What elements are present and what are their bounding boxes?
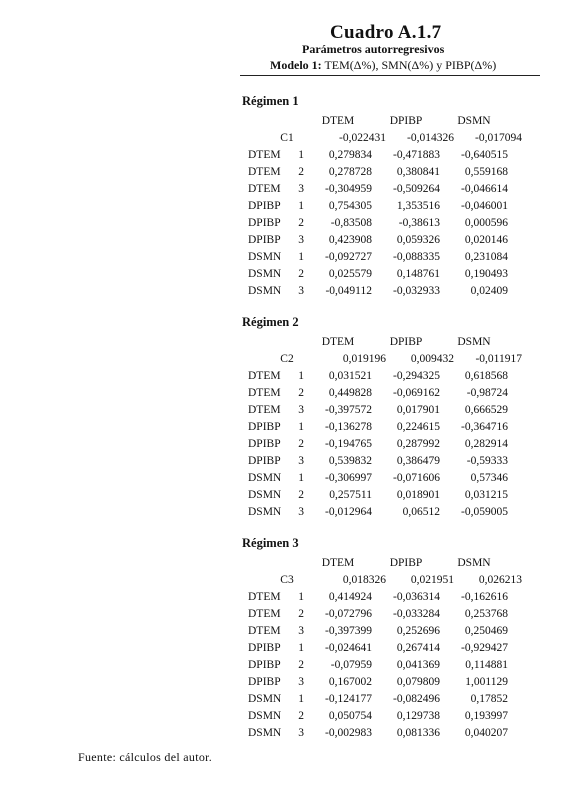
- table-row: [242, 180, 562, 197]
- table-cell: -0,194765: [325, 437, 372, 450]
- row-label: [242, 472, 304, 484]
- table-title: Cuadro A.1.7: [330, 22, 442, 43]
- row-label: C3: [280, 573, 294, 586]
- row-label-lag: 1: [298, 250, 304, 263]
- row-label: [242, 149, 304, 161]
- table-row: [242, 707, 562, 724]
- row-label: [242, 608, 304, 620]
- row-label-name: DPIBP: [248, 675, 281, 688]
- model-text: TEM(Δ%), SMN(Δ%) y PIBP(Δ%): [324, 58, 497, 72]
- row-label: [242, 676, 304, 688]
- table-cell: -0,036314: [393, 590, 440, 603]
- table-cell: 0,018326: [342, 573, 386, 586]
- row-label-lag: 1: [298, 692, 304, 705]
- table-cell: -0,088335: [393, 250, 440, 263]
- table-cell: -0,072796: [325, 607, 372, 620]
- row-label-lag: 1: [298, 420, 304, 433]
- column-header: DPIBP: [389, 556, 423, 569]
- table-row: [242, 146, 562, 163]
- row-label-name: DTEM: [248, 165, 281, 178]
- table-row: [242, 367, 562, 384]
- table-cell: -0,294325: [393, 369, 440, 382]
- table-cell: 0,026213: [478, 573, 522, 586]
- row-label-name: DTEM: [248, 607, 281, 620]
- row-label-name: DTEM: [248, 369, 281, 382]
- regime-title: Régimen 2: [242, 315, 299, 329]
- source-note: Fuente: cálculos del autor.: [78, 750, 213, 764]
- row-label: [242, 506, 304, 518]
- row-label-lag: 3: [298, 233, 304, 246]
- row-label: [242, 268, 304, 280]
- table-cell: 0,618568: [464, 369, 508, 382]
- table-row: [242, 673, 562, 690]
- table-cell: 0,017901: [396, 403, 440, 416]
- row-label: [242, 659, 304, 671]
- row-label-lag: 1: [298, 471, 304, 484]
- table-cell: -0,509264: [393, 182, 440, 195]
- row-label-lag: 1: [298, 148, 304, 161]
- table-cell: 0,167002: [328, 675, 372, 688]
- row-label-name: DTEM: [248, 386, 281, 399]
- row-label-lag: 2: [298, 165, 304, 178]
- row-label-name: DSMN: [248, 692, 282, 705]
- table-cell: 0,031521: [328, 369, 372, 382]
- row-label-name: DPIBP: [248, 658, 281, 671]
- table-cell: -0,046614: [461, 182, 508, 195]
- table-cell: -0,082496: [393, 692, 440, 705]
- table-row: [242, 384, 562, 401]
- table-cell: 0,278728: [328, 165, 372, 178]
- row-label-lag: 2: [298, 437, 304, 450]
- table-cell: 0,019196: [342, 352, 386, 365]
- table-cell: 0,079809: [396, 675, 440, 688]
- table-cell: 0,386479: [396, 454, 440, 467]
- table-cell: -0,069162: [393, 386, 440, 399]
- row-label-lag: 3: [298, 454, 304, 467]
- table-row: [242, 605, 562, 622]
- row-label-lag: 2: [298, 216, 304, 229]
- row-label-name: DPIBP: [248, 641, 281, 654]
- table-row: [242, 231, 562, 248]
- row-label: [242, 710, 304, 722]
- row-label-lag: 3: [298, 284, 304, 297]
- column-header: DSMN: [457, 114, 491, 127]
- table-cell: -0,640515: [461, 148, 508, 161]
- row-label: C1: [280, 131, 294, 144]
- table-cell: 0,539832: [328, 454, 372, 467]
- column-header: DTEM: [321, 114, 355, 127]
- table-cell: 0,02409: [470, 284, 508, 297]
- table-row: [242, 588, 562, 605]
- row-label-name: DSMN: [248, 505, 282, 518]
- row-label: [242, 370, 304, 382]
- row-label-lag: 1: [298, 641, 304, 654]
- table-cell: -0,471883: [393, 148, 440, 161]
- table-cell: -0,07959: [330, 658, 372, 671]
- table-cell: 0,57346: [470, 471, 508, 484]
- row-label: [242, 234, 304, 246]
- row-label-name: DTEM: [248, 624, 281, 637]
- table-row: [242, 163, 562, 180]
- table-cell: 0,414924: [328, 590, 372, 603]
- column-header: DPIBP: [389, 114, 423, 127]
- table-cell: 0,190493: [464, 267, 508, 280]
- constant-row: [242, 571, 562, 588]
- table-cell: 0,025579: [328, 267, 372, 280]
- row-label-lag: 2: [298, 267, 304, 280]
- row-label-name: DTEM: [248, 403, 281, 416]
- table-cell: -0,002983: [325, 726, 372, 739]
- table-cell: 0,041369: [396, 658, 440, 671]
- table-cell: 0,193997: [464, 709, 508, 722]
- table-cell: -0,059005: [461, 505, 508, 518]
- column-header: DPIBP: [389, 335, 423, 348]
- table-cell: 0,666529: [464, 403, 508, 416]
- row-label: [242, 591, 304, 603]
- table-cell: -0,136278: [325, 420, 372, 433]
- table-cell: -0,017094: [475, 131, 522, 144]
- table-cell: -0,046001: [461, 199, 508, 212]
- row-label-name: DPIBP: [248, 233, 281, 246]
- table-cell: -0,049112: [325, 284, 372, 297]
- table-row: [242, 452, 562, 469]
- row-label-lag: 2: [298, 658, 304, 671]
- model-label: Modelo 1:: [270, 58, 322, 72]
- table-cell: -0,364716: [461, 420, 508, 433]
- table-cell: 0,129738: [396, 709, 440, 722]
- table-cell: -0,98724: [466, 386, 508, 399]
- row-label-name: DTEM: [248, 148, 281, 161]
- row-label-lag: 3: [298, 675, 304, 688]
- table-cell: 0,754305: [328, 199, 372, 212]
- column-header-row: [242, 112, 562, 129]
- row-label-lag: 3: [298, 182, 304, 195]
- table-cell: 0,252696: [396, 624, 440, 637]
- row-label: [242, 489, 304, 501]
- row-label-name: DPIBP: [248, 199, 281, 212]
- row-label-name: DTEM: [248, 590, 281, 603]
- row-label-lag: 3: [298, 624, 304, 637]
- row-label-name: DPIBP: [248, 420, 281, 433]
- row-label: [242, 183, 304, 195]
- table-cell: 0,282914: [464, 437, 508, 450]
- row-label-name: DSMN: [248, 709, 282, 722]
- table-cell: 0,148761: [396, 267, 440, 280]
- row-label: [242, 404, 304, 416]
- table-cell: 0,559168: [464, 165, 508, 178]
- table-cell: 0,279834: [328, 148, 372, 161]
- table-row: [242, 197, 562, 214]
- table-cell: -0,071606: [393, 471, 440, 484]
- row-label-name: DPIBP: [248, 437, 281, 450]
- row-label-name: DSMN: [248, 250, 282, 263]
- row-label-lag: 3: [298, 726, 304, 739]
- row-label: [242, 387, 304, 399]
- table-cell: 0,059326: [396, 233, 440, 246]
- table-cell: -0,397399: [325, 624, 372, 637]
- regime-1-table: [242, 94, 562, 299]
- table-cell: 0,000596: [464, 216, 508, 229]
- constant-row: [242, 129, 562, 146]
- row-label: [242, 625, 304, 637]
- row-label: [242, 285, 304, 297]
- table-cell: 0,050754: [328, 709, 372, 722]
- row-label-name: DTEM: [248, 182, 281, 195]
- table-row: [242, 401, 562, 418]
- regime-title: Régimen 1: [242, 94, 299, 108]
- table-cell: -0,092727: [325, 250, 372, 263]
- table-cell: 0,250469: [464, 624, 508, 637]
- table-cell: 0,380841: [396, 165, 440, 178]
- row-label-lag: 3: [298, 505, 304, 518]
- table-cell: 0,031215: [464, 488, 508, 501]
- table-cell: 0,040207: [464, 726, 508, 739]
- table-cell: -0,397572: [325, 403, 372, 416]
- table-cell: 0,449828: [328, 386, 372, 399]
- table-cell: 0,253768: [464, 607, 508, 620]
- table-cell: 1,353516: [396, 199, 440, 212]
- row-label-name: DSMN: [248, 488, 282, 501]
- regime-2-table: [242, 315, 562, 520]
- table-cell: 0,06512: [402, 505, 440, 518]
- table-cell: -0,306997: [325, 471, 372, 484]
- table-subtitle: Parámetros autorregresivos: [302, 42, 445, 56]
- table-row: [242, 214, 562, 231]
- table-cell: 0,114881: [465, 658, 508, 671]
- table-cell: -0,012964: [325, 505, 372, 518]
- table-row: [242, 724, 562, 741]
- table-row: [242, 622, 562, 639]
- table-row: [242, 248, 562, 265]
- table-cell: 0,423908: [328, 233, 372, 246]
- row-label-name: DSMN: [248, 267, 282, 280]
- column-header-row: [242, 554, 562, 571]
- row-label-lag: 2: [298, 386, 304, 399]
- table-cell: 0,257511: [329, 488, 372, 501]
- column-header: DSMN: [457, 556, 491, 569]
- table-row: [242, 690, 562, 707]
- table-cell: -0,83508: [330, 216, 372, 229]
- row-label-name: DSMN: [248, 471, 282, 484]
- row-label: [242, 200, 304, 212]
- table-row: [242, 435, 562, 452]
- row-label: [242, 421, 304, 433]
- row-label: [242, 642, 304, 654]
- table-row: [242, 265, 562, 282]
- table-cell: -0,59333: [466, 454, 508, 467]
- table-cell: -0,304959: [325, 182, 372, 195]
- table-cell: -0,033284: [393, 607, 440, 620]
- table-cell: -0,929427: [461, 641, 508, 654]
- table-row: [242, 418, 562, 435]
- table-row: [242, 503, 562, 520]
- table-cell: 0,287992: [396, 437, 440, 450]
- table-cell: -0,38613: [398, 216, 440, 229]
- row-label: [242, 438, 304, 450]
- table-cell: -0,014326: [407, 131, 454, 144]
- table-cell: 0,231084: [464, 250, 508, 263]
- row-label: C2: [280, 352, 294, 365]
- row-label-name: DPIBP: [248, 216, 281, 229]
- row-label-lag: 2: [298, 607, 304, 620]
- column-header: DSMN: [457, 335, 491, 348]
- row-label: [242, 693, 304, 705]
- column-header: DTEM: [321, 335, 355, 348]
- table-cell: 0,020146: [464, 233, 508, 246]
- table-cell: 0,009432: [410, 352, 454, 365]
- constant-row: [242, 350, 562, 367]
- row-label: [242, 166, 304, 178]
- table-row: [242, 639, 562, 656]
- table-cell: -0,162616: [461, 590, 508, 603]
- table-row: [242, 282, 562, 299]
- table-cell: -0,032933: [393, 284, 440, 297]
- row-label-lag: 3: [298, 403, 304, 416]
- row-label-lag: 1: [298, 199, 304, 212]
- table-cell: -0,024641: [325, 641, 372, 654]
- table-cell: 0,021951: [410, 573, 454, 586]
- table-row: [242, 486, 562, 503]
- row-label-lag: 1: [298, 590, 304, 603]
- table-cell: 0,081336: [396, 726, 440, 739]
- row-label-lag: 2: [298, 488, 304, 501]
- table-cell: 1,001129: [465, 675, 508, 688]
- row-label-name: DSMN: [248, 726, 282, 739]
- table-cell: 0,267414: [396, 641, 440, 654]
- table-cell: -0,011917: [475, 352, 522, 365]
- row-label-name: DSMN: [248, 284, 282, 297]
- row-label-name: DPIBP: [248, 454, 281, 467]
- regime-title: Régimen 3: [242, 536, 299, 550]
- row-label-lag: 2: [298, 709, 304, 722]
- regime-3-table: [242, 536, 562, 741]
- column-header-row: [242, 333, 562, 350]
- model-description: [240, 58, 540, 76]
- row-label: [242, 455, 304, 467]
- table-cell: 0,17852: [470, 692, 508, 705]
- table-cell: 0,018901: [396, 488, 440, 501]
- table-cell: 0,224615: [396, 420, 440, 433]
- row-label-lag: 1: [298, 369, 304, 382]
- table-cell: -0,124177: [325, 692, 372, 705]
- column-header: DTEM: [321, 556, 355, 569]
- row-label: [242, 217, 304, 229]
- table-row: [242, 656, 562, 673]
- row-label: [242, 251, 304, 263]
- table-cell: -0,022431: [339, 131, 386, 144]
- table-row: [242, 469, 562, 486]
- row-label: [242, 727, 304, 739]
